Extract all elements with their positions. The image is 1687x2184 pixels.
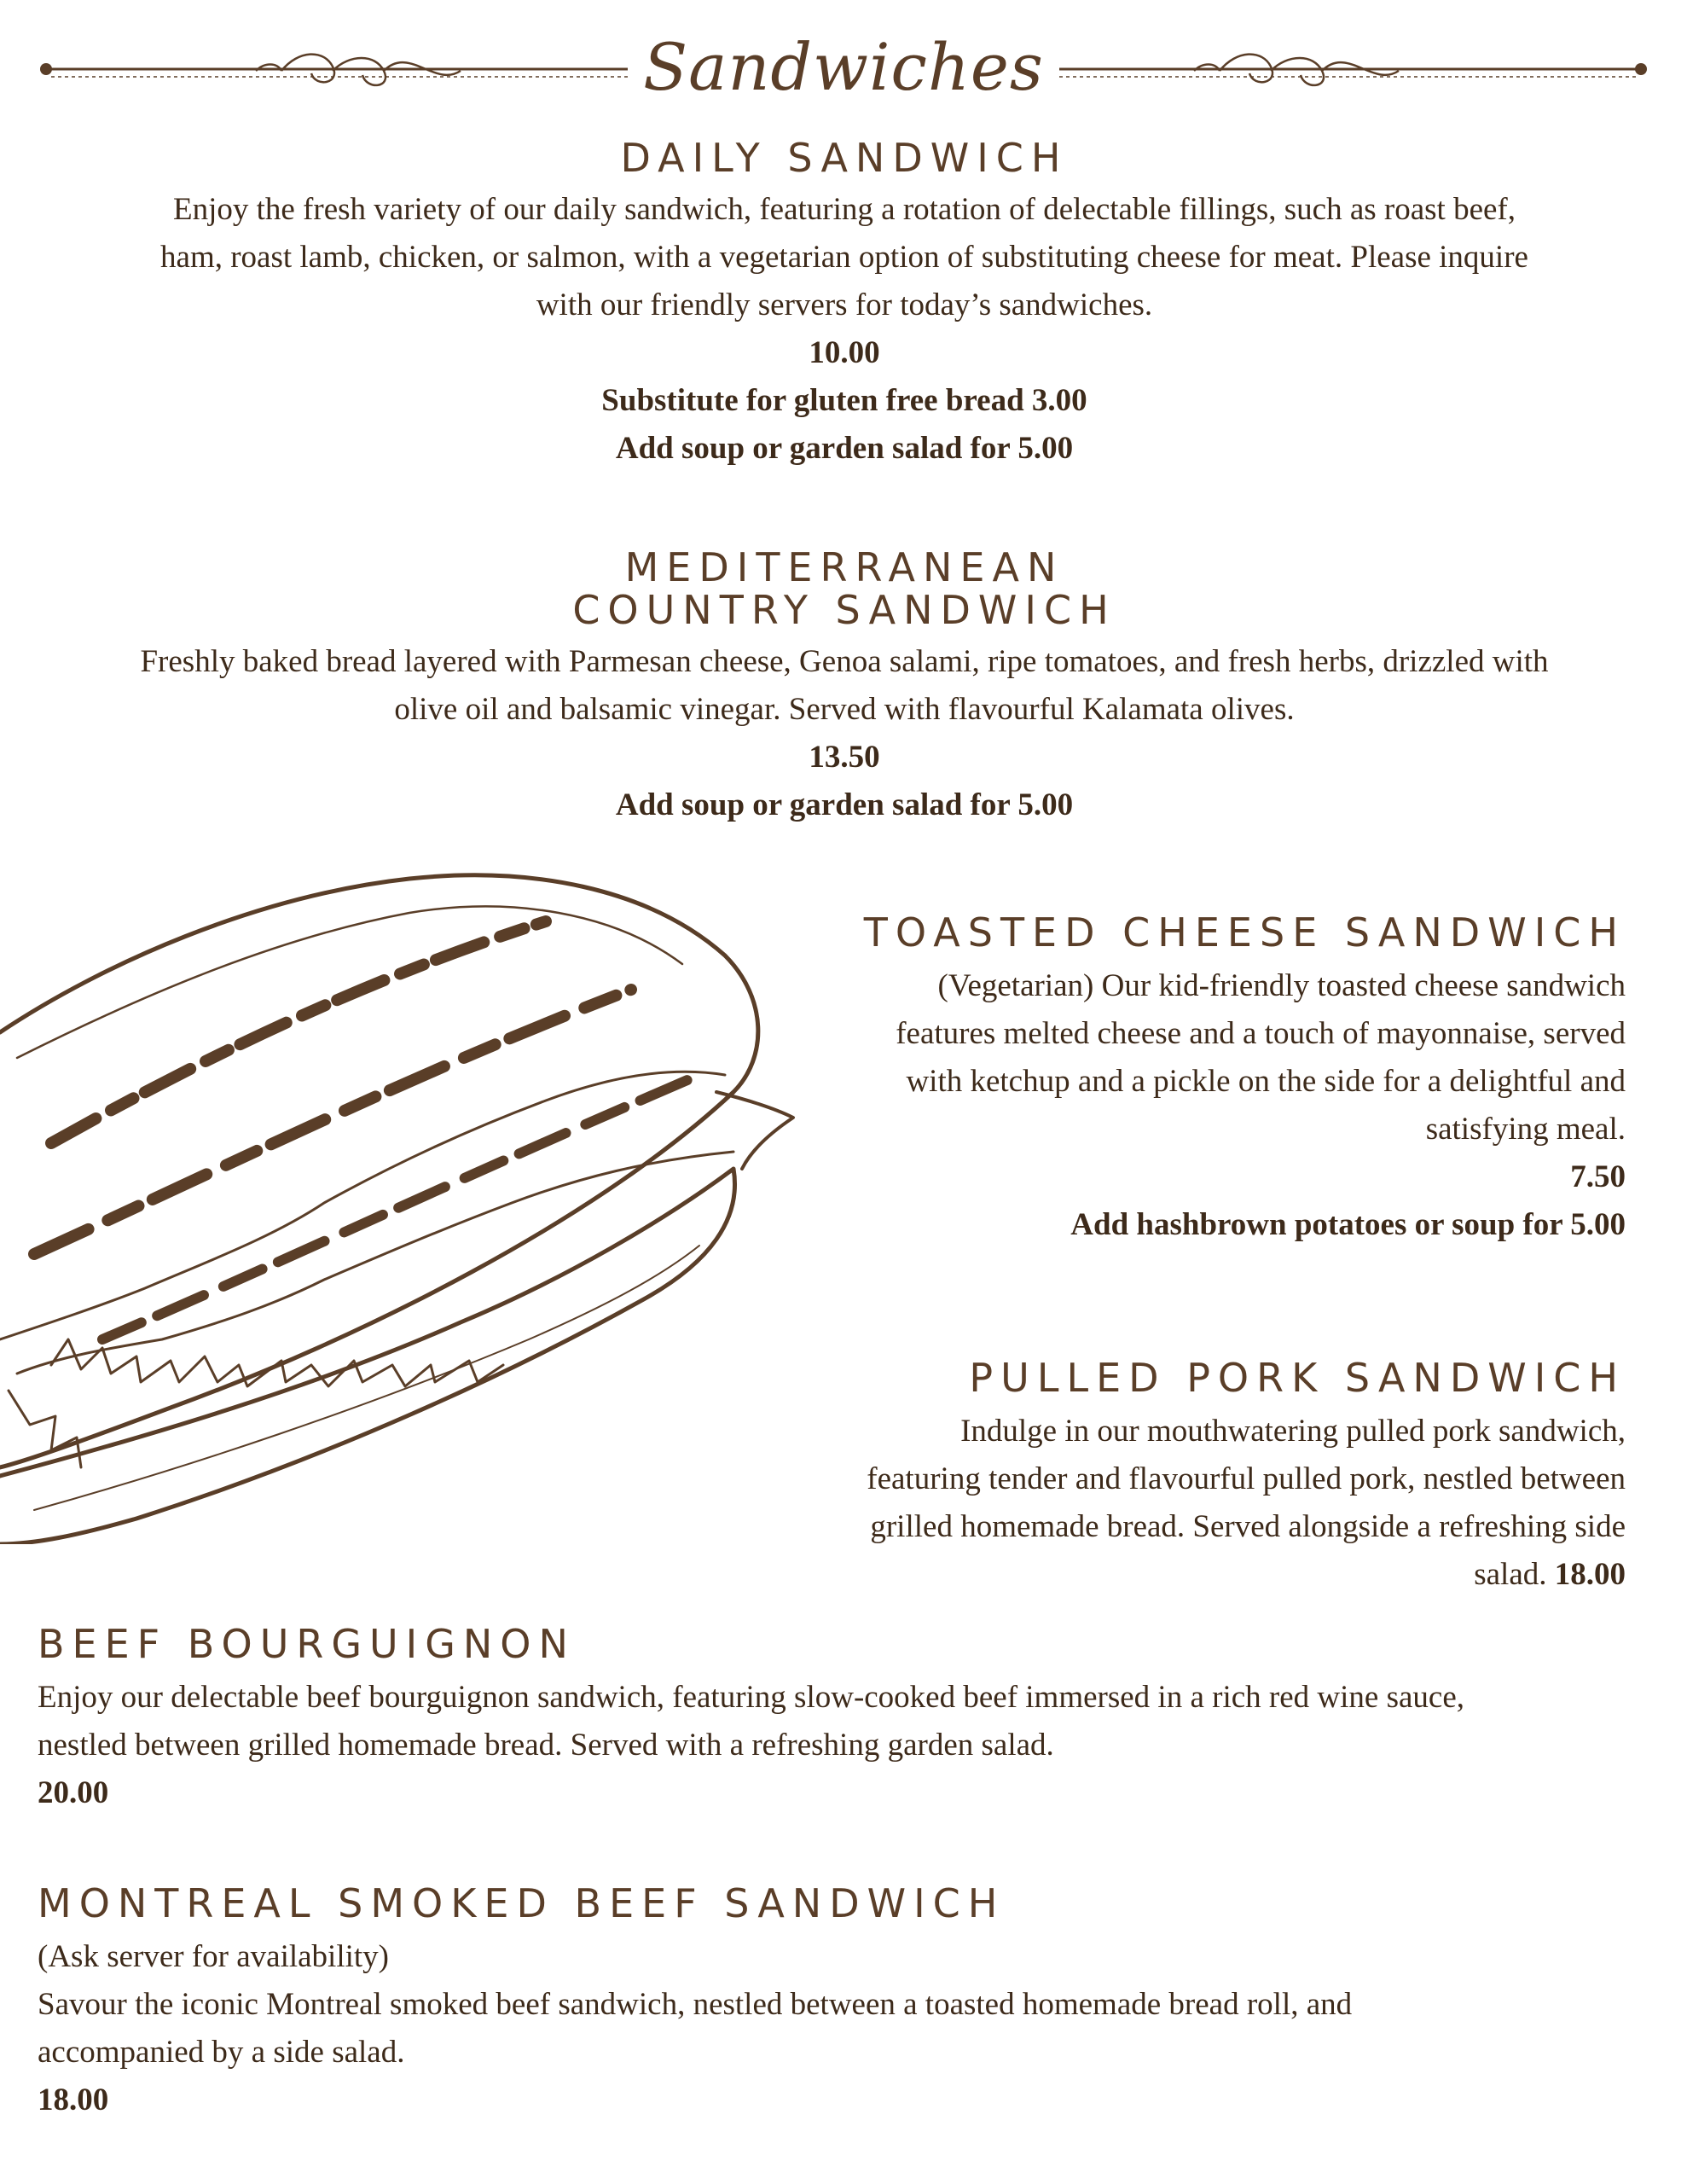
item-extra: Add hashbrown potatoes or soup for 5.00 <box>1070 1207 1626 1242</box>
item-extra: Substitute for gluten free bread 3.00 <box>601 383 1087 418</box>
item-extra: Add soup or garden salad for 5.00 <box>615 431 1074 466</box>
item-price: 13.50 <box>809 740 880 775</box>
item-price: 10.00 <box>809 335 880 370</box>
item-description: Freshly baked bread layered with Parmesan cheese, Genoa salami, ripe tomatoes, and fresh herbs, drizzled with olive oil and balsamic vinegar. Served with flavourful Kalamata olives. <box>140 644 1549 727</box>
item-title: DAILY SANDWICH <box>620 135 1069 181</box>
item-title: MONTREAL SMOKED BEEF SANDWICH <box>38 1880 1006 1926</box>
item-description: Enjoy our delectable beef bourguignon sandwich, featuring slow-cooked beef immersed in a rich red wine sauce, nestled between grilled homemade bread. Served with a refreshing garden salad. <box>38 1680 1464 1763</box>
item-description: (Vegetarian) Our kid-friendly toasted cheese sandwich features melted cheese and a touch of mayonnaise, served with ketchup and a pickle on the side for a delightful and satisfying meal. <box>896 968 1626 1147</box>
item-price: 7.50 <box>1570 1159 1626 1194</box>
menu-header <box>34 24 1653 126</box>
menu-item-montreal-smoked-beef-sandwich <box>38 1882 1487 2124</box>
item-title: MEDITERRANEAN COUNTRY SANDWICH <box>572 544 1116 633</box>
item-price: 20.00 <box>38 1775 109 1810</box>
menu-item-daily-sandwich <box>145 136 1544 473</box>
page-title: Sandwiches <box>34 29 1653 105</box>
item-title: PULLED PORK SANDWICH <box>969 1355 1626 1401</box>
menu-item-mediterranean-sandwich <box>111 546 1578 829</box>
sandwich-illustration-icon <box>0 862 819 1544</box>
item-title: TOASTED CHEESE SANDWICH <box>863 909 1626 956</box>
item-extra: Add soup or garden salad for 5.00 <box>615 787 1074 822</box>
menu-item-beef-bourguignon <box>38 1623 1487 1817</box>
item-price: 18.00 <box>1554 1557 1626 1592</box>
item-description: Savour the iconic Montreal smoked beef sandwich, nestled between a toasted homemade bread roll, and accompanied by a side salad. <box>38 1987 1353 2070</box>
menu-item-toasted-cheese-sandwich <box>819 911 1626 1249</box>
menu-item-pulled-pork-sandwich <box>861 1356 1626 1599</box>
item-price: 18.00 <box>38 2082 109 2117</box>
item-note: (Ask server for availability) <box>38 1939 389 1974</box>
item-description: Enjoy the fresh variety of our daily sandwich, featuring a rotation of delectable fillings, such as roast beef, ham, roast lamb, chicken, or salmon, with a vegetarian option of substituting cheese for meat. Please inquire with our friendly servers for today’s sandwiches. <box>160 192 1528 322</box>
item-description: Indulge in our mouthwatering pulled pork sandwich, featuring tender and flavourful pulled pork, nestled between grilled homemade bread. Served alongside a refreshing side salad. 18.00 <box>867 1414 1626 1592</box>
item-title: BEEF BOURGUIGNON <box>38 1621 576 1667</box>
